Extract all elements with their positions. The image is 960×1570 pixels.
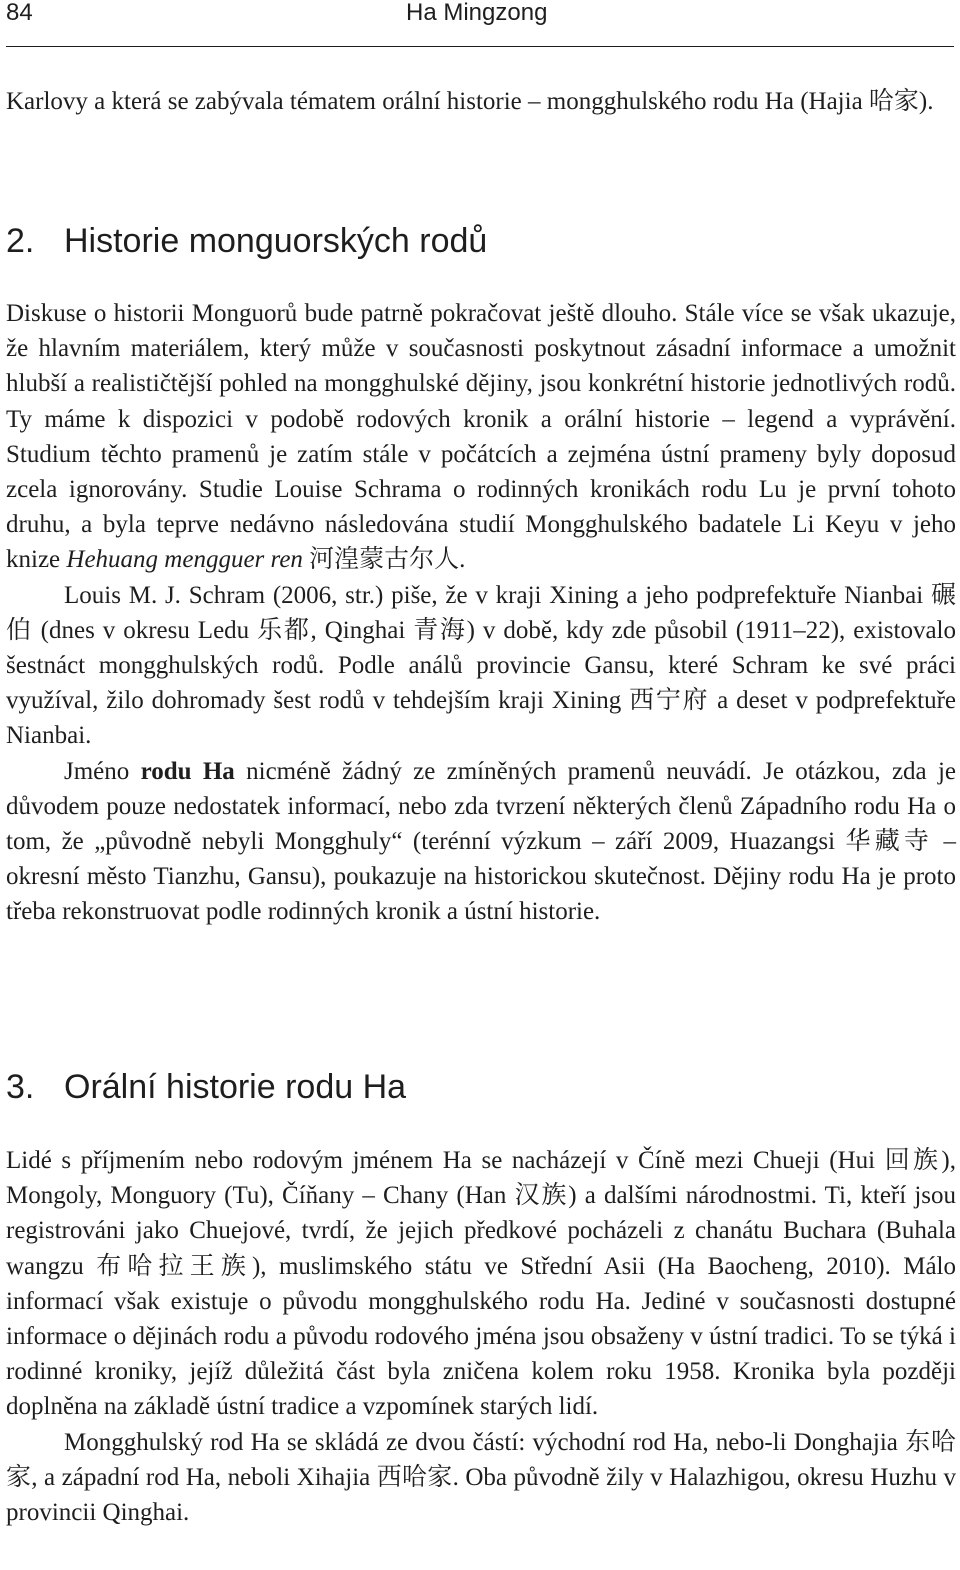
book-title-italic: Hehuang mengguer ren: [66, 546, 303, 574]
section-3-heading: [6, 1067, 406, 1107]
section-3-body: [6, 1143, 956, 1530]
running-header: [6, 0, 954, 47]
section-2-number: 2.: [6, 222, 35, 260]
section-2-body: [6, 296, 956, 930]
bold-term-rodu-ha: rodu Ha: [140, 757, 235, 785]
section-2-paragraph-1: [6, 296, 956, 578]
section-2-heading: [6, 221, 487, 261]
intro-paragraph: Karlovy a která se zabývala tématem orální historie – mongghulského rodu Ha (Hajia 哈家).: [6, 88, 934, 115]
section-2-paragraph-3: [6, 754, 956, 930]
section-2-paragraph-3-text: nicméně žádný ze zmíněných pramenů neuvádí. Je otázkou, zda je důvodem pouze nedostatek informací, nebo zda tvrzení některých členů Západního rodu Ha o tom, že „původně nebyli Mongghuly“ (terénní výzkum – září 2009, Huazangsi 华藏寺 – okresní město Tianzhu, Gansu), poukazuje na historickou skutečnost. Dějiny rodu Ha je proto třeba rekonstruovat podle rodinných kronik a ústní historie.: [6, 757, 956, 926]
section-3-paragraph-1: Lidé s příjmením nebo rodovým jménem Ha se nacházejí v Číně mezi Chueji (Hui 回族), Mongoly, Monguory (Tu), Číňany – Chany (Han 汉族) a dalšími národnostmi. Ti, kteří jsou registrováni jako Chuejové, tvrdí, že jejich předkové pocházeli z chanátu Buchara (Buhala wangzu 布哈拉王族), muslimského státu ve Střední Asii (Ha Baocheng, 2010). Málo informací však existuje o původu mongghulského rodu Ha. Jediné v současnosti dostupné informace o dějinách rodu a původu rodového jména jsou obsaženy v ústní tradici. To se týká i rodinné kroniky, jejíž důležitá část byla zničena kolem roku 1958. Kronika byla později doplněna na základě ústní tradice a vzpomínek starých lidí.: [6, 1147, 956, 1421]
section-2-paragraph-1-text: Diskuse o historii Monguorů bude patrně pokračovat ještě dlouho. Stále více se však ukazuje, že hlavním materiálem, který může v současnosti poskytnout zásadní informace a umožnit hlubší a realističtější pohled na mongghulské dějiny, jsou konkrétní historie jednotlivých rodů. Ty máme k dispozici v podobě rodových kronik a orální historie – legend a vyprávění. Studium těchto pramenů je zatím stále v počátcích a zejména ústní prameny byly doposud zcela ignorovány. Studie Louise Schrama o rodinných kronikách rodu Lu je první tohoto druhu, a byla teprve nedávno následována studií Mongghulského badatele Li Keyu v jeho knize: [6, 300, 956, 574]
section-2-title: Historie monguorských rodů: [64, 222, 488, 260]
intro-paragraph-block: [6, 84, 956, 119]
page-number: 84: [6, 0, 33, 26]
running-title: Ha Mingzong: [406, 0, 548, 26]
section-2-paragraph-1-tail: 河湟蒙古尔人.: [302, 546, 466, 574]
section-2-paragraph-3-lead: Jméno: [64, 757, 141, 785]
section-2-paragraph-2: Louis M. J. Schram (2006, str.) piše, že v kraji Xining a jeho podprefektuře Nianbai 碾伯 (dnes v okresu Ledu 乐都, Qinghai 青海) v době, kdy zde působil (1911–22), existovalo šestnáct mongghulských rodů. Podle análů provincie Gansu, které Schram ke své práci využíval, žilo dohromady šest rodů v tehdejším kraji Xining 西宁府 a deset v podprefektuře Nianbai.: [6, 581, 956, 750]
section-3-title: Orální historie rodu Ha: [64, 1068, 407, 1106]
section-3-number: 3.: [6, 1068, 35, 1106]
section-3-paragraph-2: Mongghulský rod Ha se skládá ze dvou částí: východní rod Ha, nebo-li Donghajia 东哈家, a západní rod Ha, neboli Xihajia 西哈家. Oba původně žily v Halazhigou, okresu Huzhu v provincii Qinghai.: [6, 1428, 956, 1527]
